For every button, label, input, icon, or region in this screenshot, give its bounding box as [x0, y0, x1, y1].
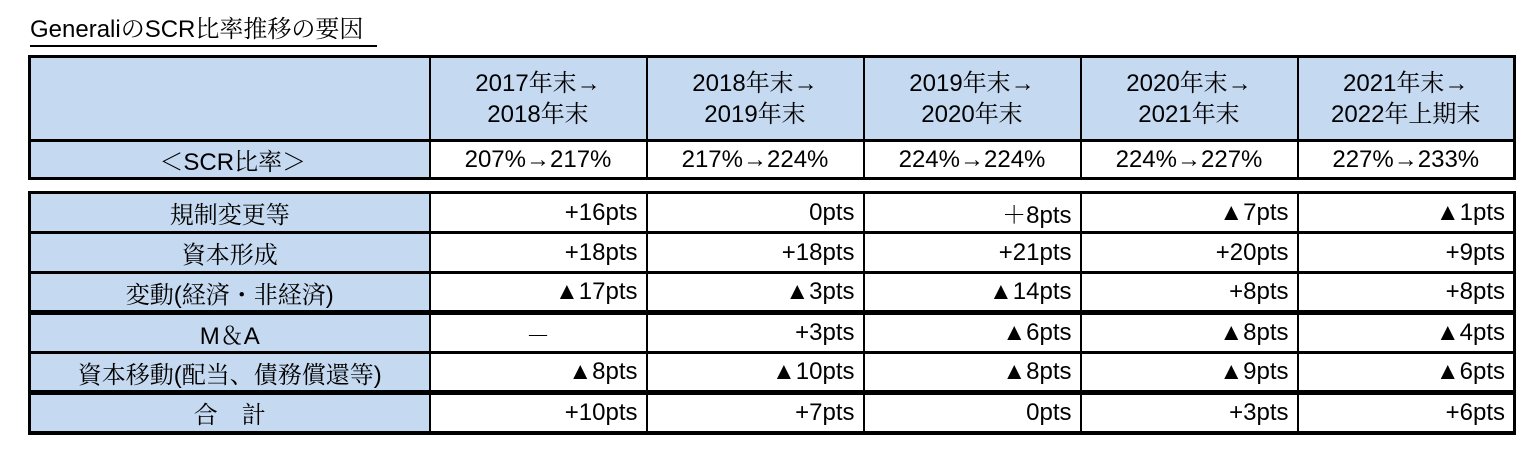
factor-value: +3pts: [647, 313, 864, 353]
factor-value: ＋8pts: [864, 193, 1081, 233]
factor-row-variation: [30, 273, 1515, 313]
scr-ratio-value: 217%→224%: [647, 141, 864, 179]
factor-row-regulation: [30, 193, 1515, 233]
factor-label: 資本形成: [30, 233, 430, 273]
factor-value: ▲8pts: [864, 353, 1081, 393]
factor-value: －: [430, 313, 647, 353]
factor-value: ▲7pts: [1081, 193, 1298, 233]
period-header-cell: [1298, 57, 1515, 141]
scr-ratio-row: [30, 141, 1515, 179]
factor-row-ma: [30, 313, 1515, 353]
factor-label: M＆A: [30, 313, 430, 353]
period-header-cell: [1081, 57, 1298, 141]
factor-row-total: [30, 393, 1515, 433]
factor-label: 変動(経済・非経済): [30, 273, 430, 313]
period-header-table: [28, 55, 1516, 180]
factor-label: 合 計: [30, 393, 430, 433]
period-header-cell: [430, 57, 647, 141]
period-line2: 2018年末: [487, 100, 589, 128]
period-line2: 2022年上期末: [1331, 100, 1481, 128]
period-line1: 2017年末→: [475, 69, 601, 97]
factor-value: +8pts: [1081, 273, 1298, 313]
factor-value: ▲14pts: [864, 273, 1081, 313]
factor-value: +3pts: [1081, 393, 1298, 433]
scr-ratio-value: 227%→233%: [1298, 141, 1515, 179]
factor-row-capital-movement: [30, 353, 1515, 393]
factor-value: +20pts: [1081, 233, 1298, 273]
factor-value: ▲3pts: [647, 273, 864, 313]
factor-value: +18pts: [647, 233, 864, 273]
period-line1: 2018年末→: [692, 69, 818, 97]
scr-ratio-value: 224%→227%: [1081, 141, 1298, 179]
factor-value: ▲6pts: [1298, 353, 1515, 393]
factors-table: [28, 191, 1516, 435]
period-header-cell: [647, 57, 864, 141]
factor-label: 規制変更等: [30, 193, 430, 233]
period-line2: 2020年末: [921, 100, 1023, 128]
factor-label: 資本移動(配当、債務償還等): [30, 353, 430, 393]
period-header-cell: [864, 57, 1081, 141]
scr-ratio-value: 207%→217%: [430, 141, 647, 179]
period-line1: 2020年末→: [1126, 69, 1252, 97]
factor-value: ▲6pts: [864, 313, 1081, 353]
factor-value: ▲10pts: [647, 353, 864, 393]
factor-value: ▲8pts: [430, 353, 647, 393]
factor-value: 0pts: [647, 193, 864, 233]
factor-value: +6pts: [1298, 393, 1515, 433]
scr-ratio-label: ＜SCR比率＞: [30, 141, 430, 179]
period-header-row: [30, 57, 1515, 141]
factor-value: +18pts: [430, 233, 647, 273]
period-line1: 2019年末→: [909, 69, 1035, 97]
period-line1: 2021年末→: [1343, 69, 1469, 97]
factor-row-capital-formation: [30, 233, 1515, 273]
scr-ratio-value: 224%→224%: [864, 141, 1081, 179]
factor-value: +16pts: [430, 193, 647, 233]
factor-value: ▲4pts: [1298, 313, 1515, 353]
factor-value: ▲8pts: [1081, 313, 1298, 353]
factor-value: +7pts: [647, 393, 864, 433]
factor-value: +21pts: [864, 233, 1081, 273]
factor-value: +10pts: [430, 393, 647, 433]
corner-cell: [30, 57, 430, 141]
factor-value: ▲1pts: [1298, 193, 1515, 233]
factor-value: ▲17pts: [430, 273, 647, 313]
table-title: GeneraliのSCR比率推移の要因: [30, 16, 377, 47]
factor-value: +9pts: [1298, 233, 1515, 273]
factor-value: 0pts: [864, 393, 1081, 433]
period-line2: 2021年末: [1138, 100, 1240, 128]
factor-value: +8pts: [1298, 273, 1515, 313]
period-line2: 2019年末: [704, 100, 806, 128]
factor-value: ▲9pts: [1081, 353, 1298, 393]
